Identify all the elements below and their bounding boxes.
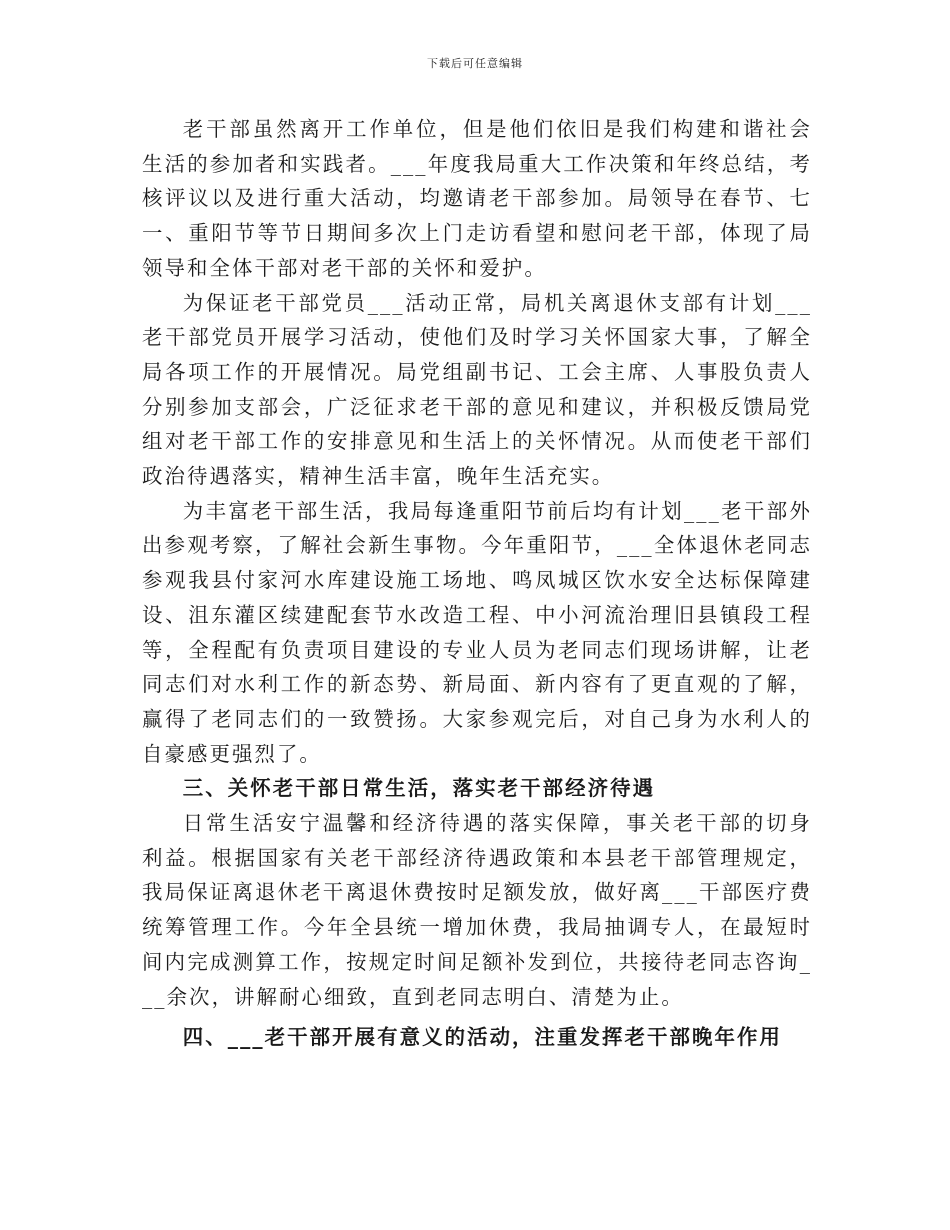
paragraph-enrich-life: 为丰富老干部生活，我局每逢重阳节前后均有计划___老干部外出参观考察，了解社会新生事物。今年重阳节，___全体退休老同志参观我县付家河水库建设施工场地、鸣凤城区饮水安全达标保障建设、沮东灌区续建配套节水改造工程、中小河流治理旧县镇段工程等，全程配有负责项目建设的专业人员为老同志们现场讲解，让老同志们对水利工作的新态势、新局面、新内容有了更直观的了解，赢得了老同志们的一致赞扬。大家参观完后，对自己身为水利人的自豪感更强烈了。 bbox=[142, 498, 812, 766]
paragraph-party-activities: 为保证老干部党员___活动正常，局机关离退休支部有计划___老干部党员开展学习活动，使他们及时学习关怀国家大事，了解全局各项工作的开展情况。局党组副书记、工会主席、人事股负责人分别参加支部会，广泛征求老干部的意见和建议，并积极反馈局党组对老干部工作的安排意见和生活上的关怀情况。从而使老干部们政治待遇落实，精神生活丰富，晚年生活充实。 bbox=[142, 290, 812, 489]
section-heading-3: 三、关怀老干部日常生活，落实老干部经济待遇 bbox=[182, 776, 656, 801]
document-body bbox=[142, 112, 812, 1055]
page-header-note: 下载后可任意编辑 bbox=[427, 57, 523, 70]
paragraph-veteran-participation: 老干部虽然离开工作单位，但是他们依旧是我们构建和谐社会生活的参加者和实践者。___年度我局重大工作决策和年终总结，考核评议以及进行重大活动，均邀请老干部参加。局领导在春节、七一、重阳节等节日期间多次上门走访看望和慰问老干部，体现了局领导和全体干部对老干部的关怀和爱护。 bbox=[142, 117, 812, 280]
section-heading-4: 四、___老干部开展有意义的活动，注重发挥老干部晚年作用 bbox=[182, 1025, 782, 1050]
paragraph-economic-treatment: 日常生活安宁温馨和经济待遇的落实保障，事关老干部的切身利益。根据国家有关老干部经济待遇政策和本县老干部管理规定，我局保证离退休老干离退休费按时足额发放，做好离___干部医疗费统筹管理工作。今年全县统一增加休费，我局抽调专人，在最短时间内完成测算工作，按规定时间足额补发到位，共接待老同志咨询___余次，讲解耐心细致，直到老同志明白、清楚为止。 bbox=[142, 811, 812, 1009]
